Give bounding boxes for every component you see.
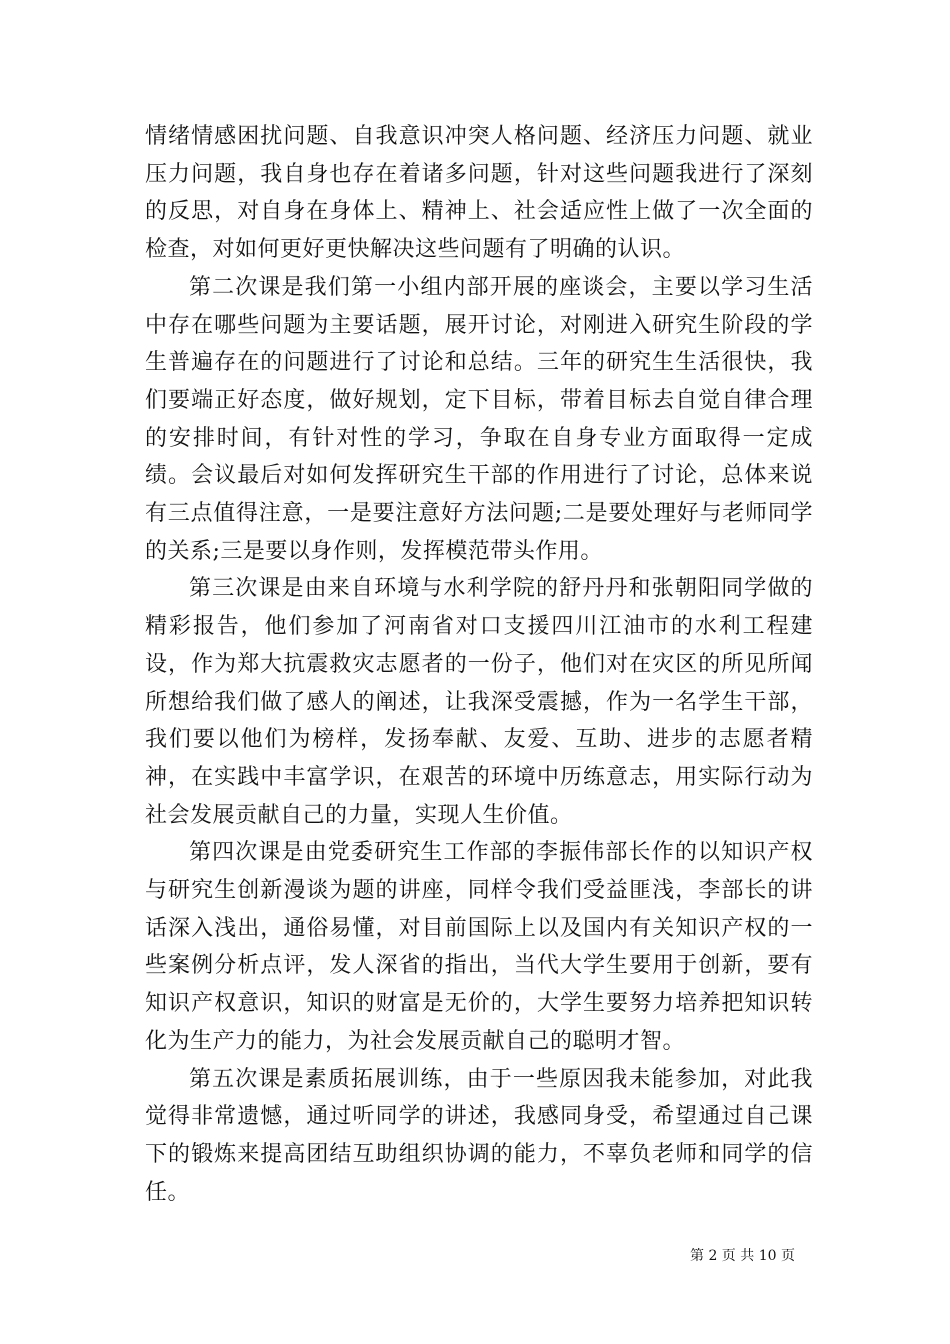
paragraph-5: 第五次课是素质拓展训练，由于一些原因我未能参加，对此我觉得非常遗憾，通过听同学的讲述，我感同身受，希望通过自己课下的锻炼来提高团结互助组织协调的能力，不辜负老师和同学的信任。 <box>145 1066 813 1205</box>
paragraph-3: 第三次课是由来自环境与水利学院的舒丹丹和张朝阳同学做的精彩报告，他们参加了河南省对口支援四川江油市的水利工程建设，作为郑大抗震救灾志愿者的一份子，他们对在灾区的所见所闻所想给我们做了感人的阐述，让我深受震撼，作为一名学生干部，我们要以他们为榜样，发扬奉献、友爱、互助、进步的志愿者精神，在实践中丰富学识，在艰苦的环境中历练意志，用实际行动为社会发展贡献自己的力量，实现人生价值。 <box>145 576 813 828</box>
paragraph-4: 第四次课是由党委研究生工作部的李振伟部长作的以知识产权与研究生创新漫谈为题的讲座，同样令我们受益匪浅，李部长的讲话深入浅出，通俗易懂，对目前国际上以及国内有关知识产权的一些案例分析点评，发人深省的指出，当代大学生要用于创新，要有知识产权意识，知识的财富是无价的，大学生要努力培养把知识转化为生产力的能力，为社会发展贡献自己的聪明才智。 <box>145 840 813 1054</box>
paragraph-1: 情绪情感困扰问题、自我意识冲突人格问题、经济压力问题、就业压力问题，我自身也存在着诸多问题，针对这些问题我进行了深刻的反思，对自身在身体上、精神上、社会适应性上做了一次全面的检查，对如何更好更快解决这些问题有了明确的认识。 <box>145 124 813 263</box>
paragraph-2: 第二次课是我们第一小组内部开展的座谈会，主要以学习生活中存在哪些问题为主要话题，展开讨论，对刚进入研究生阶段的学生普遍存在的问题进行了讨论和总结。三年的研究生生活很快，我们要端正好态度，做好规划，定下目标，带着目标去自觉自律合理的安排时间，有针对性的学习，争取在自身专业方面取得一定成绩。会议最后对如何发挥研究生干部的作用进行了讨论，总体来说有三点值得注意，一是要注意好方法问题;二是要处理好与老师同学的关系;三是要以身作则，发挥模范带头作用。 <box>145 274 813 564</box>
page-number-footer: 第 2 页 共 10 页 <box>690 1248 795 1264</box>
document-body <box>145 118 813 1211</box>
